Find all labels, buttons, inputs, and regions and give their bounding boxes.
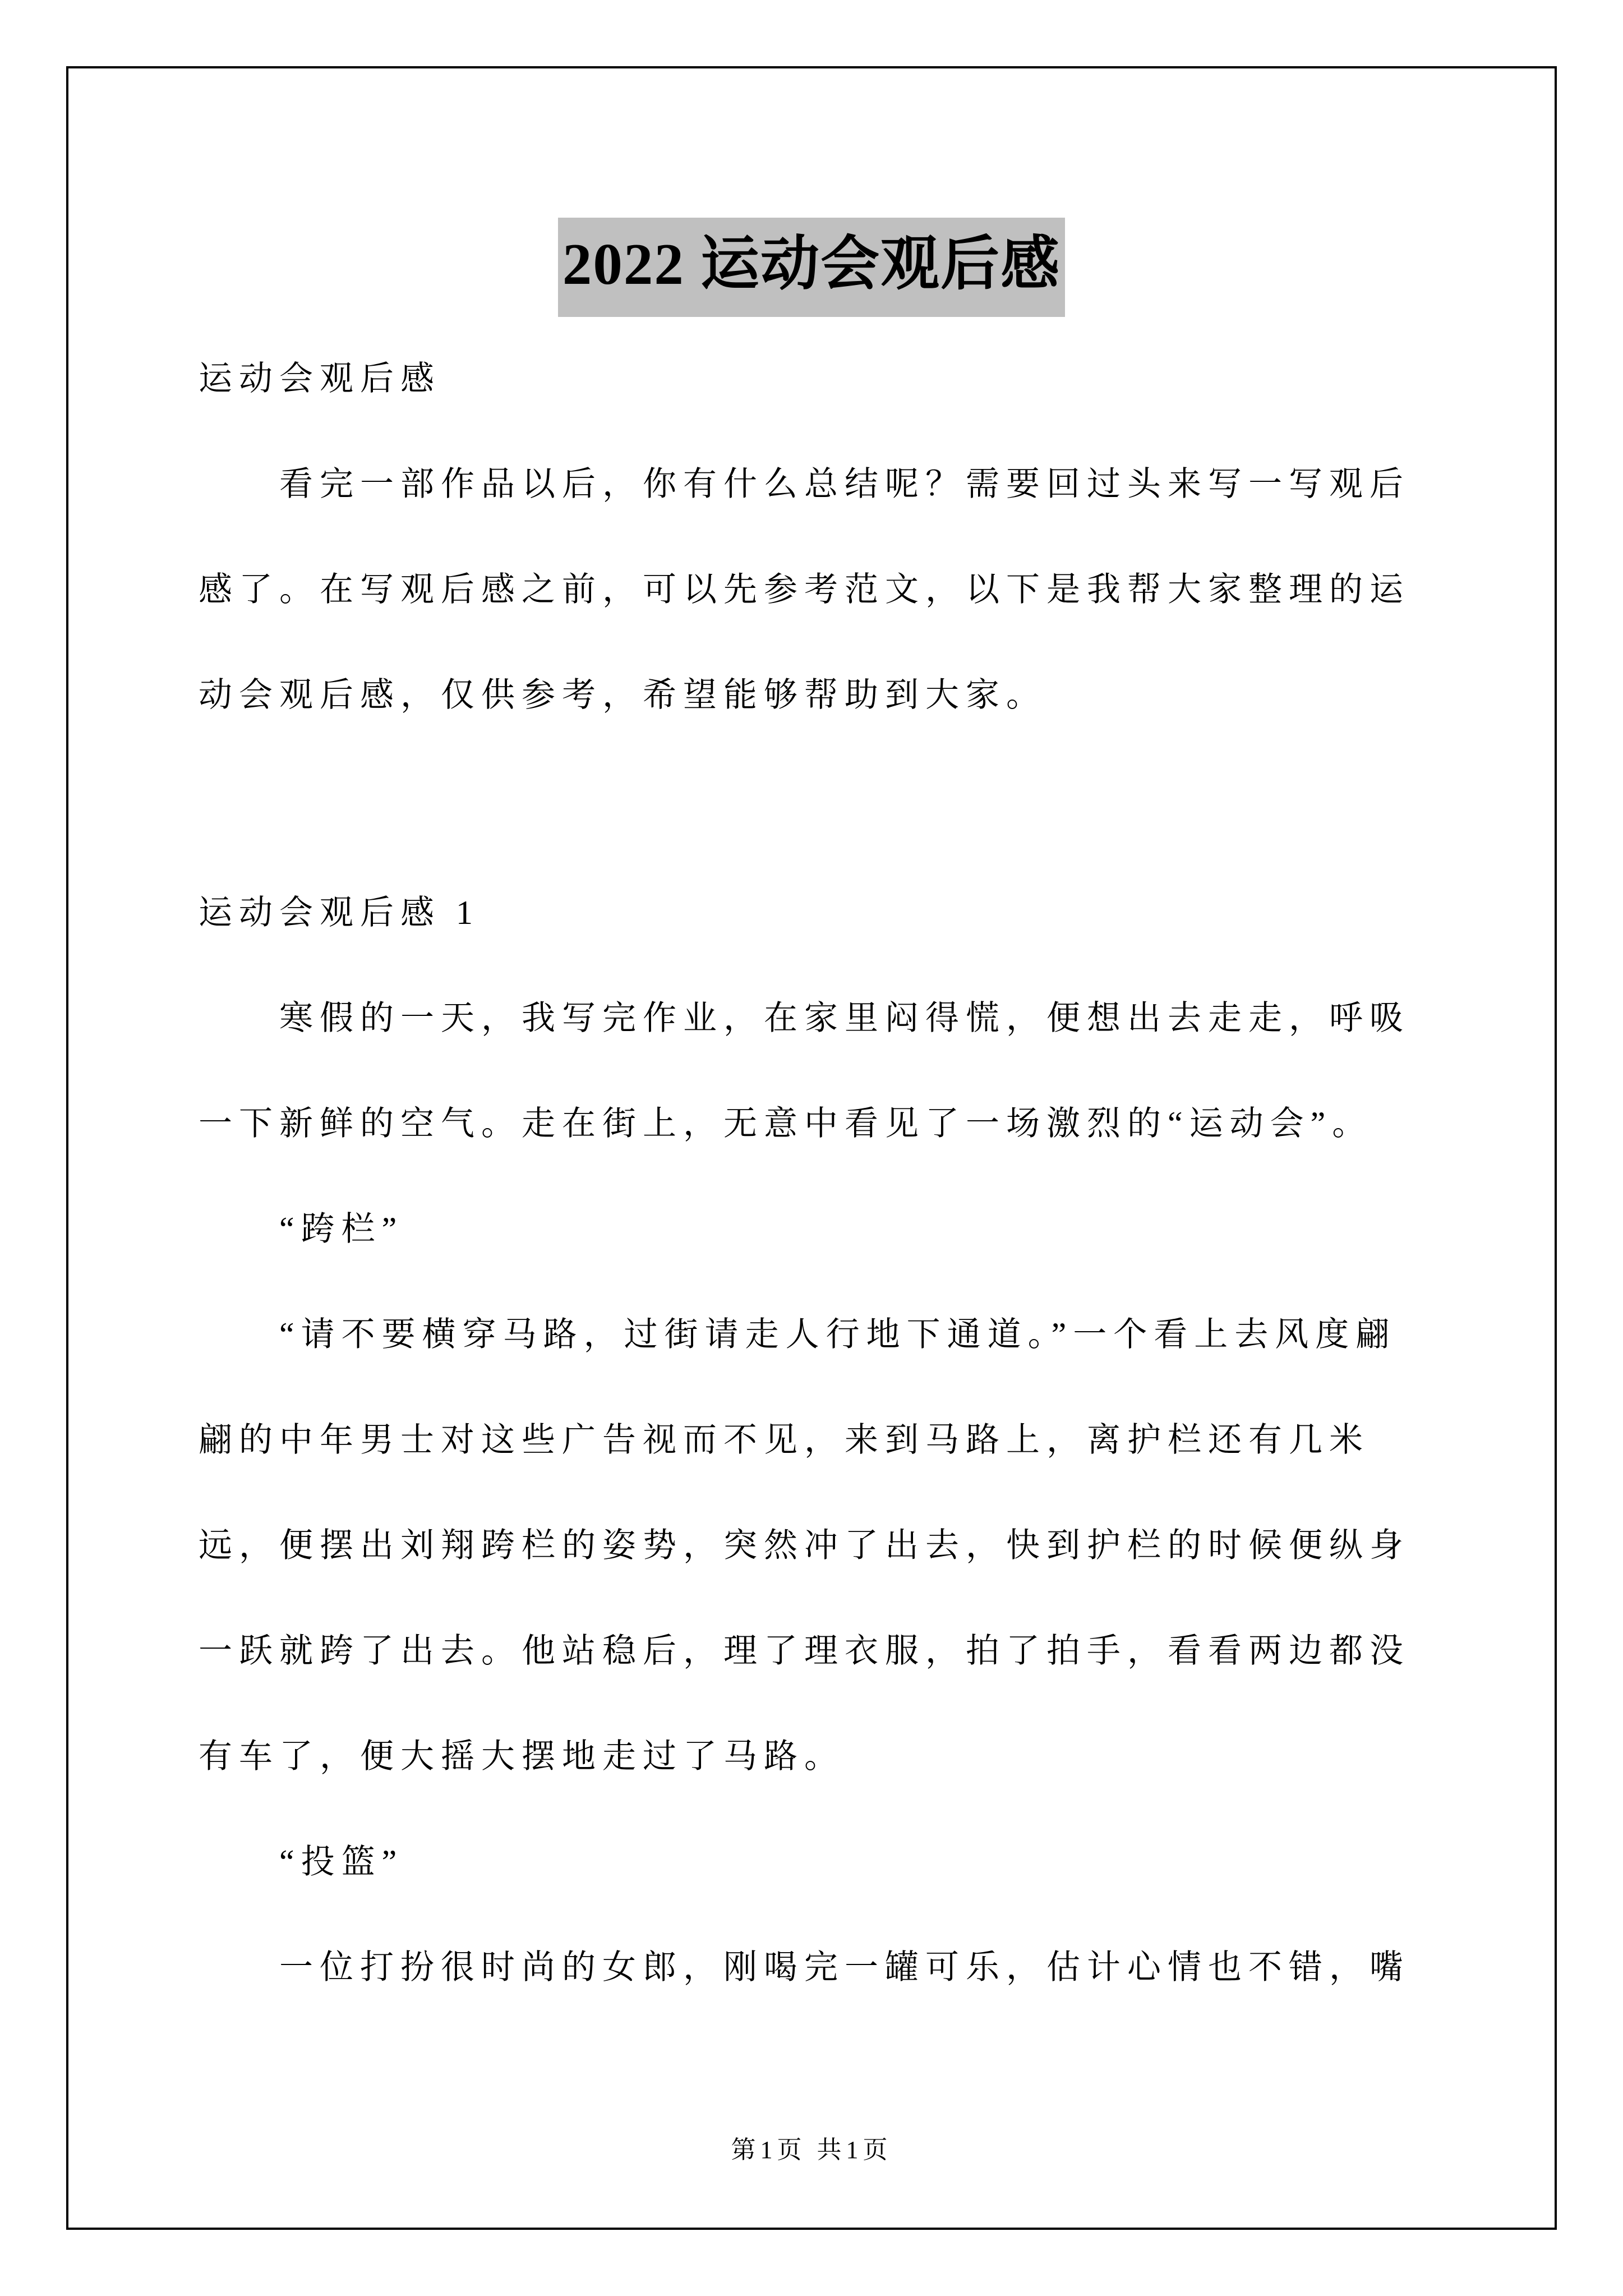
paragraph: “请不要横穿马路，过街请走人行地下通道。”一个看上去风度翩翩的中年男士对这些广告视而不见，来到马路上，离护栏还有几米远，便摆出刘翔跨栏的姿势，突然冲了出去，快到护栏的时候便纵身一跃就跨了出去。他站稳后，理了理衣服，拍了拍手，看看两边都没有车了，便大摇大摆地走过了马路。 bbox=[199, 1316, 1410, 1775]
document-body bbox=[199, 326, 1427, 2020]
paragraph: “跨栏” bbox=[279, 1211, 404, 1248]
paragraph: 一位打扮很时尚的女郎，刚喝完一罐可乐，估计心情也不错，嘴 bbox=[279, 1949, 1410, 1986]
page-footer: 第1页 共1页 bbox=[731, 2136, 892, 2164]
title-row bbox=[0, 218, 1623, 317]
blank-line bbox=[199, 748, 1427, 860]
paragraph: 寒假的一天，我写完作业，在家里闷得慌，便想出去走走，呼吸一下新鲜的空气。走在街上，无意中看见了一场激烈的“运动会”。 bbox=[199, 1000, 1410, 1142]
paragraph: “投篮” bbox=[279, 1843, 404, 1880]
paragraph: 运动会观后感 bbox=[199, 360, 441, 397]
paragraph: 看完一部作品以后，你有什么总结呢？需要回过头来写一写观后感了。在写观后感之前，可以先参考范文，以下是我帮大家整理的运动会观后感，仅供参考，希望能够帮助到大家。 bbox=[199, 466, 1410, 714]
paragraph: 运动会观后感 1 bbox=[199, 894, 479, 931]
document-title: 2022 运动会观后感 bbox=[558, 218, 1065, 317]
